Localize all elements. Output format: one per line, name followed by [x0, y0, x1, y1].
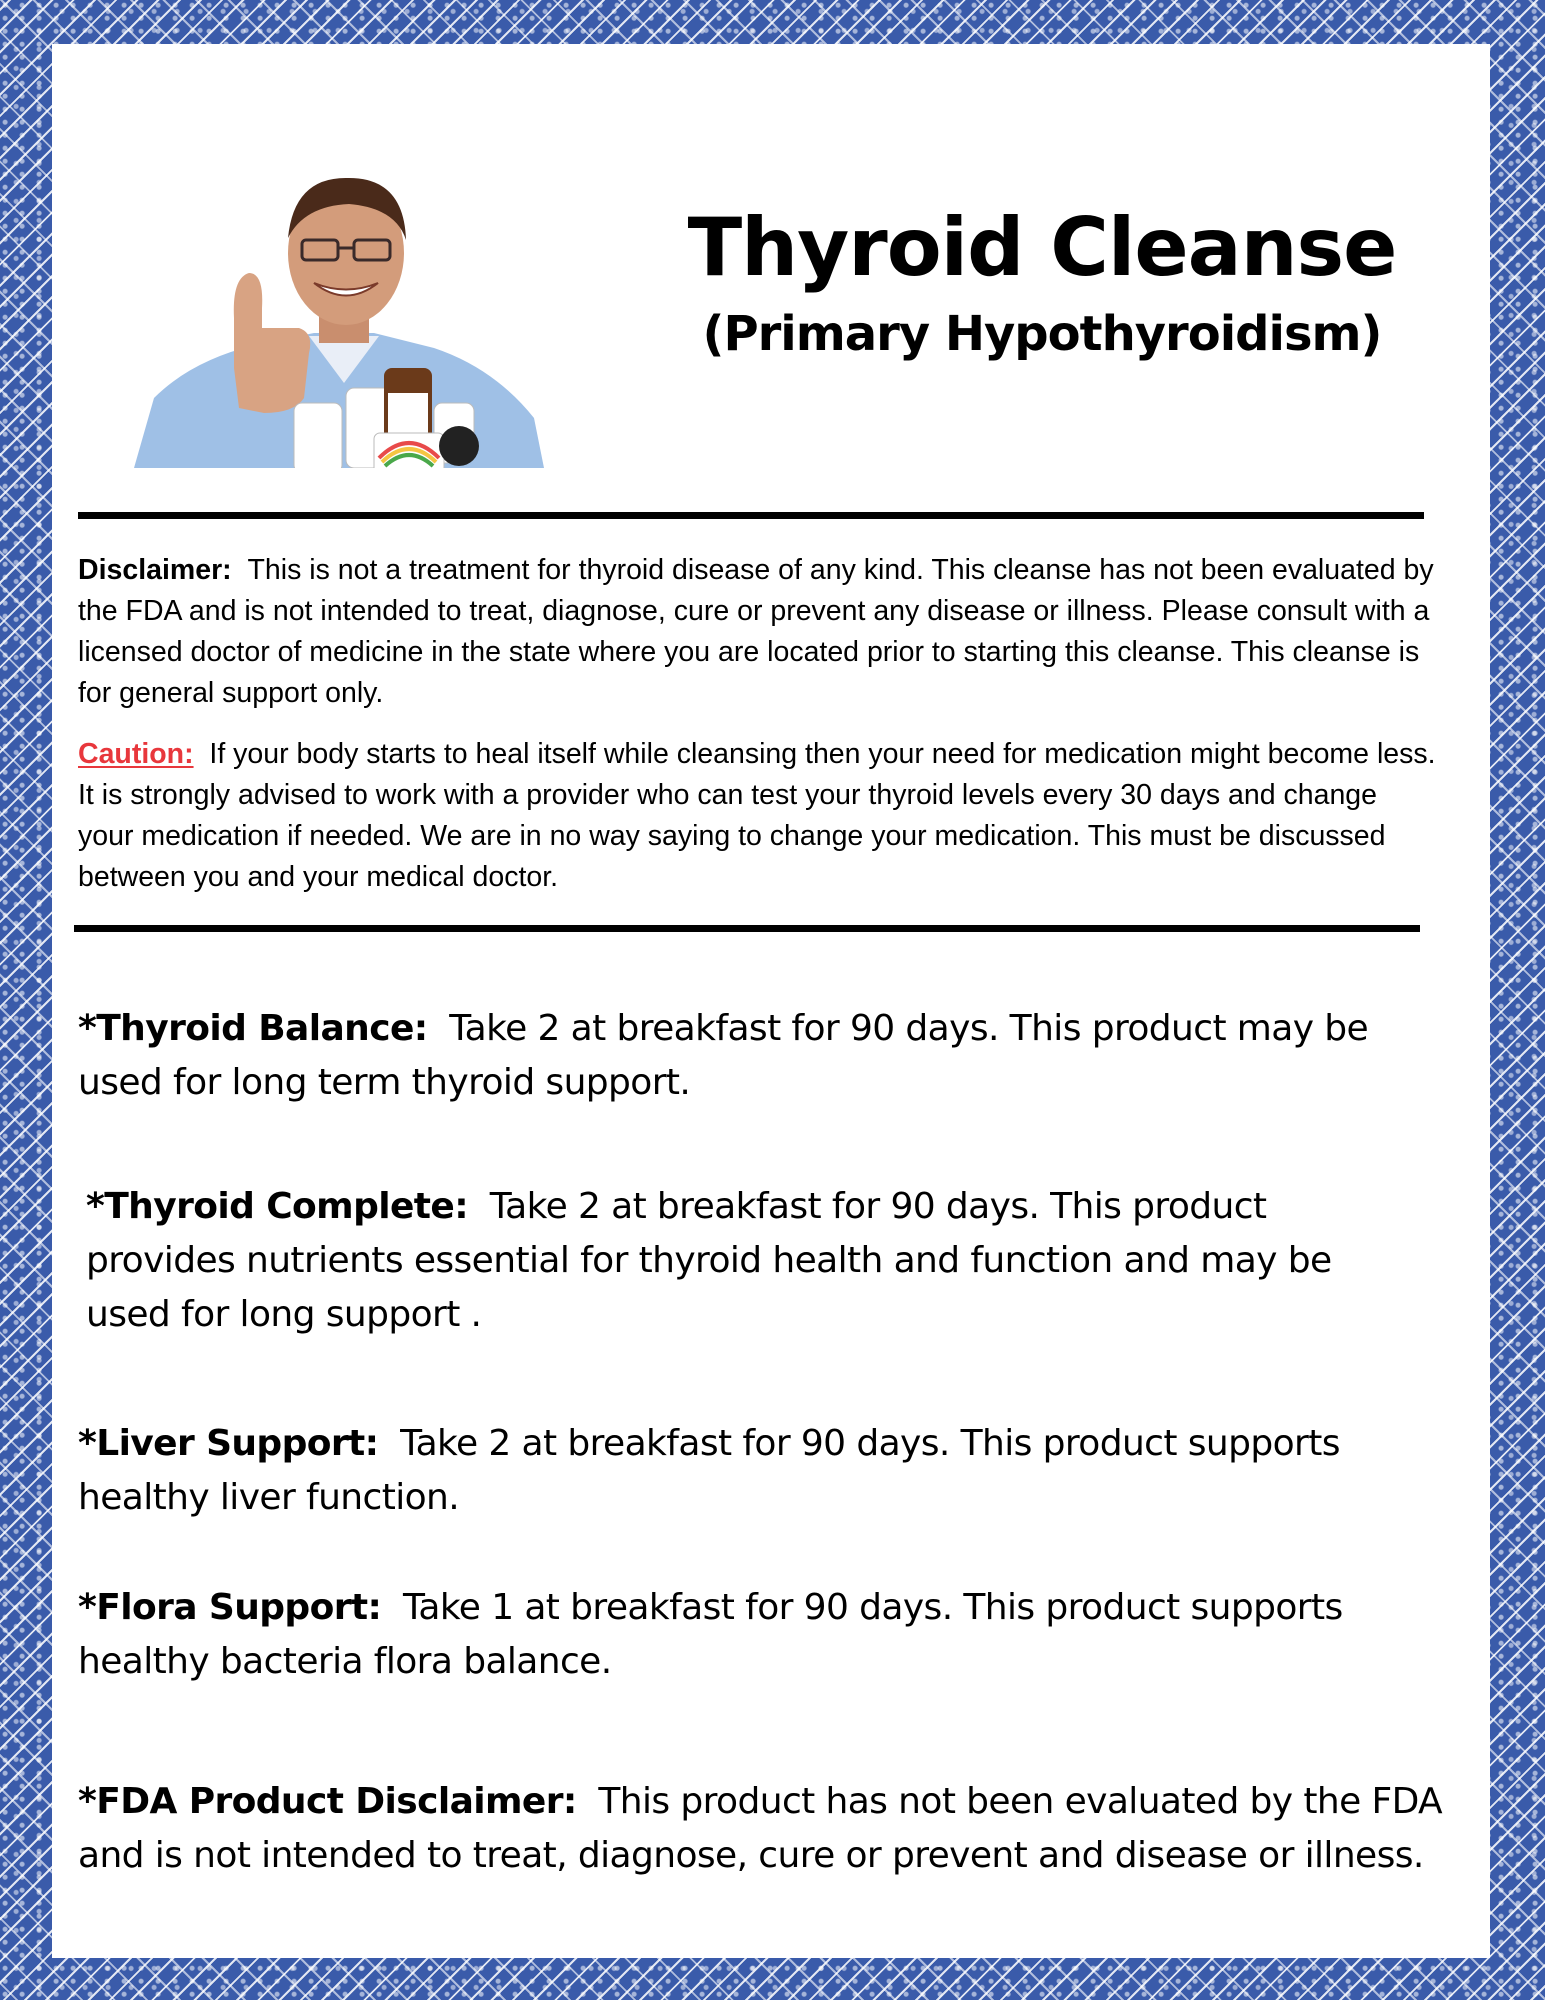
person-thumbs-up-icon [114, 168, 554, 468]
product-thyroid-balance [78, 1002, 1458, 1110]
product-text: Take 2 at breakfast for 90 days. This product supports healthy liver function. [78, 1423, 1340, 1518]
title-block [612, 201, 1472, 364]
fda-disclaimer-label: *FDA Product Disclaimer: [78, 1781, 577, 1822]
document-title: Thyroid Cleanse [687, 201, 1397, 294]
product-text: Take 2 at breakfast for 90 days. This product may be used for long term thyroid support. [78, 1008, 1369, 1103]
divider-top [78, 512, 1424, 519]
fda-product-disclaimer [78, 1775, 1458, 1883]
caution-paragraph [78, 734, 1438, 898]
product-label: *Flora Support: [78, 1587, 382, 1628]
divider-bottom [74, 925, 1420, 932]
product-flora-support [78, 1581, 1358, 1689]
product-text: Take 2 at breakfast for 90 days. This product provides nutrients essential for thyroid health and function and may be used for long support . [86, 1186, 1332, 1335]
product-label: *Liver Support: [78, 1423, 379, 1464]
disclaimer-label: Disclaimer: [78, 554, 232, 586]
caution-label: Caution: [78, 738, 194, 770]
product-label: *Thyroid Balance: [78, 1008, 428, 1049]
fda-disclaimer-text: This product has not been evaluated by the FDA and is not intended to treat, diagnose, cure or prevent and disease or illness. [78, 1781, 1443, 1876]
document-subtitle: (Primary Hypothyroidism) [702, 306, 1382, 362]
product-text: Take 1 at breakfast for 90 days. This product supports healthy bacteria flora balance. [78, 1587, 1343, 1682]
product-label: *Thyroid Complete: [86, 1186, 469, 1227]
disclaimer-paragraph [78, 550, 1438, 714]
product-liver-support [78, 1417, 1358, 1525]
header-photo [114, 168, 554, 468]
document-page [52, 44, 1490, 1958]
product-thyroid-complete [86, 1180, 1386, 1342]
disclaimer-text: This is not a treatment for thyroid disease of any kind. This cleanse has not been evaluated by the FDA and is not intended to treat, diagnose, cure or prevent any disease or illness. Please consult with a licensed doctor of medicine in the state where you are located prior to starting this cleanse. This cleanse is for general support only. [78, 554, 1434, 709]
caution-text: If your body starts to heal itself while cleansing then your need for medication might become less. It is strongly advised to work with a provider who can test your thyroid levels every 30 days and change your medication if needed. We are in no way saying to change your medication. This must be discussed between you and your medical doctor. [78, 738, 1436, 893]
